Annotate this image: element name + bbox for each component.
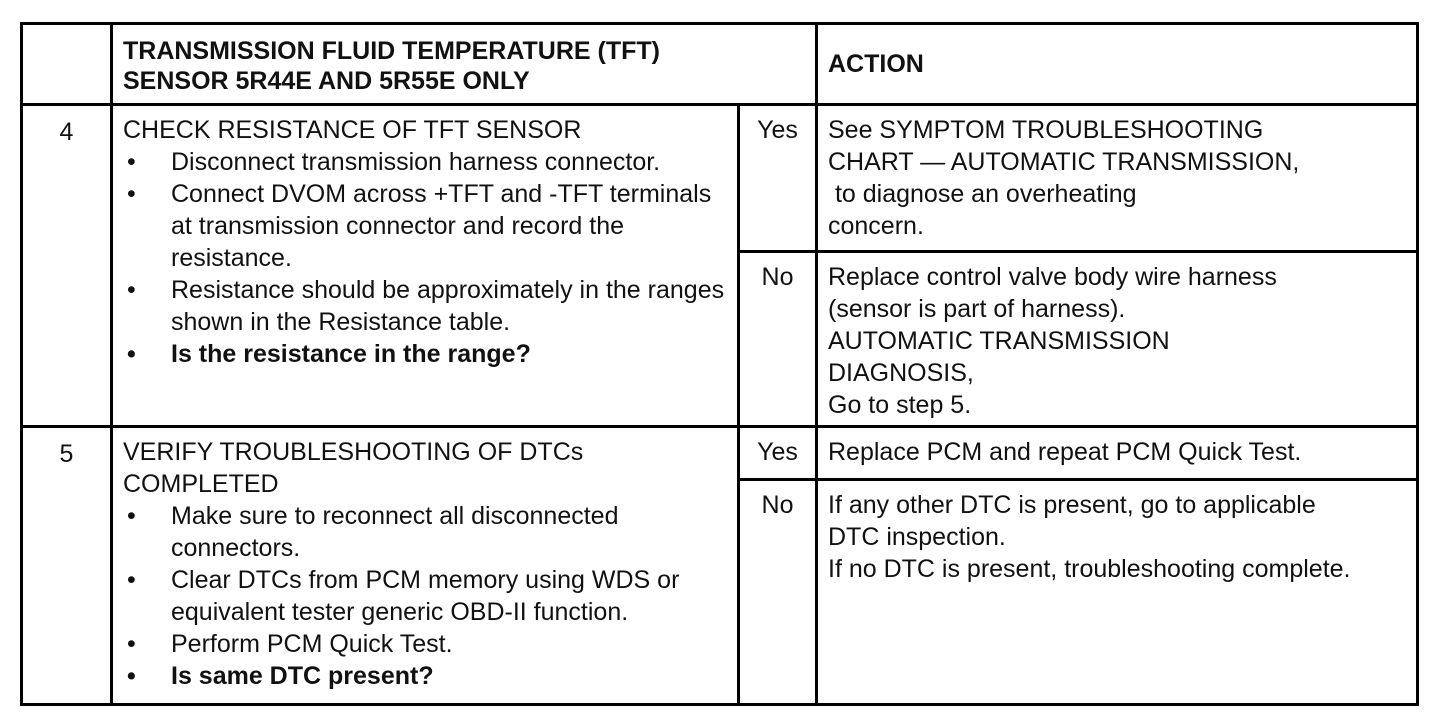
step-heading bbox=[123, 114, 727, 146]
bullet-icon: • bbox=[127, 340, 136, 368]
bullet-icon: • bbox=[127, 180, 136, 208]
yes-label: Yes bbox=[739, 427, 817, 480]
no-action-cell bbox=[817, 252, 1418, 427]
action-line: If any other DTC is present, go to applicable bbox=[828, 491, 1316, 519]
bullet-text: Make sure to reconnect all disconnected connectors. bbox=[171, 502, 619, 562]
action-line: concern. bbox=[828, 212, 924, 240]
action-line: See SYMPTOM TROUBLESHOOTING bbox=[828, 116, 1264, 144]
action-line: DTC inspection. bbox=[828, 523, 1006, 551]
no-label: No bbox=[739, 480, 817, 705]
bullet-icon: • bbox=[127, 566, 136, 594]
diagnostic-table bbox=[20, 22, 1419, 706]
yes-label: Yes bbox=[739, 105, 817, 252]
header-step-cell bbox=[22, 24, 112, 105]
bullet-text: Resistance should be approximately in the ranges shown in the Resistance table. bbox=[171, 276, 725, 336]
header-title-cell bbox=[112, 24, 817, 105]
bullet-icon: • bbox=[127, 502, 136, 530]
header-title-line2: SENSOR 5R44E AND 5R55E ONLY bbox=[123, 67, 530, 95]
bullet-item bbox=[123, 178, 727, 274]
action-line: Replace control valve body wire harness bbox=[828, 263, 1277, 291]
bullet-icon: • bbox=[127, 630, 136, 658]
action-line: to diagnose an overheating bbox=[828, 180, 1137, 208]
action-line: (sensor is part of harness). bbox=[828, 295, 1126, 323]
action-line: DIAGNOSIS, bbox=[828, 359, 974, 387]
question-item bbox=[123, 338, 727, 370]
action-line: CHART — AUTOMATIC TRANSMISSION, bbox=[828, 148, 1300, 176]
bullet-item bbox=[123, 146, 727, 178]
question-item bbox=[123, 660, 727, 692]
bullet-icon: • bbox=[127, 276, 136, 304]
no-label: No bbox=[739, 252, 817, 427]
step-heading bbox=[123, 436, 727, 500]
bullet-text: Perform PCM Quick Test. bbox=[171, 630, 453, 658]
bullet-icon: • bbox=[127, 148, 136, 176]
header-title-line1: TRANSMISSION FLUID TEMPERATURE (TFT) bbox=[123, 37, 660, 65]
step-heading-line: VERIFY TROUBLESHOOTING OF DTCs bbox=[123, 438, 584, 466]
bullet-item bbox=[123, 500, 727, 564]
question-text: Is same DTC present? bbox=[171, 662, 434, 690]
action-line: AUTOMATIC TRANSMISSION bbox=[828, 327, 1170, 355]
bullet-text: Clear DTCs from PCM memory using WDS or equivalent tester generic OBD-II function. bbox=[171, 566, 680, 626]
action-line: Go to step 5. bbox=[828, 391, 972, 419]
question-text: Is the resistance in the range? bbox=[171, 340, 531, 368]
action-line: If no DTC is present, troubleshooting complete. bbox=[828, 555, 1351, 583]
step-heading-line: CHECK RESISTANCE OF TFT SENSOR bbox=[123, 116, 582, 144]
action-line: Replace PCM and repeat PCM Quick Test. bbox=[828, 438, 1302, 466]
no-action-cell bbox=[817, 480, 1418, 705]
step-number: 5 bbox=[22, 427, 112, 705]
bullet-item bbox=[123, 274, 727, 338]
bullet-text: Connect DVOM across +TFT and -TFT terminals at transmission connector and record the resistance. bbox=[171, 180, 712, 272]
step-4-yes-row bbox=[22, 105, 1418, 252]
step-number: 4 bbox=[22, 105, 112, 427]
bullet-item bbox=[123, 564, 727, 628]
header-row bbox=[22, 24, 1418, 105]
bullet-text: Disconnect transmission harness connector. bbox=[171, 148, 661, 176]
step-bullet-list bbox=[123, 146, 727, 370]
bullet-item bbox=[123, 628, 727, 660]
step-5-yes-row bbox=[22, 427, 1418, 480]
yes-action-cell bbox=[817, 105, 1418, 252]
step-5-test-cell bbox=[112, 427, 739, 705]
header-action-cell: ACTION bbox=[817, 24, 1418, 105]
step-heading-line: COMPLETED bbox=[123, 470, 279, 498]
yes-action-cell bbox=[817, 427, 1418, 480]
step-bullet-list bbox=[123, 500, 727, 692]
step-4-test-cell bbox=[112, 105, 739, 427]
bullet-icon: • bbox=[127, 662, 136, 690]
